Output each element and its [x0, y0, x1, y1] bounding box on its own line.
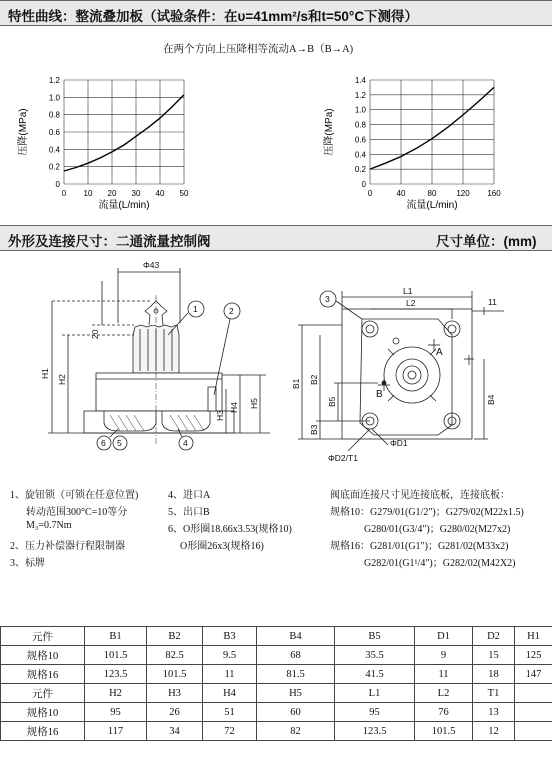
dimension-table — [0, 626, 552, 741]
x-tick-label: 10 — [83, 189, 93, 198]
table-row — [1, 684, 552, 703]
unit-label: 尺寸单位：(mm) — [436, 234, 537, 249]
port-B: B — [376, 389, 383, 400]
table-cell: 101.5 — [415, 722, 473, 741]
dim-d43: Φ43 — [143, 260, 160, 270]
dim-B1: B1 — [291, 378, 301, 389]
y-tick-label: 1.4 — [354, 76, 366, 85]
dim-D1: ΦD1 — [390, 438, 408, 448]
table-cell: L2 — [415, 684, 473, 703]
x-tick-label: 0 — [61, 189, 67, 198]
table-cell: 101.5 — [85, 646, 147, 665]
callout-5: 5 — [117, 438, 122, 448]
table-cell: H2 — [85, 684, 147, 703]
table-cell: H4 — [203, 684, 257, 703]
pressure-drop-chart-size16 — [320, 60, 552, 220]
table-cell: 76 — [415, 703, 473, 722]
table-cell: L1 — [335, 684, 415, 703]
table-cell: H3 — [147, 684, 203, 703]
callout-3: 3 — [325, 294, 330, 304]
characteristic-curve-header — [0, 0, 552, 26]
table-cell — [515, 703, 552, 722]
x-tick-label: 30 — [131, 189, 141, 198]
table-cell: 18 — [473, 665, 515, 684]
note-item: G282/01(G1¹/4")；G282/02(M42X2) — [364, 558, 516, 569]
note-item: 3、标牌 — [10, 558, 45, 569]
dim-H1: H1 — [40, 368, 50, 379]
table-cell: 规格16 — [1, 722, 85, 741]
dim-B4: B4 — [486, 394, 496, 405]
y-axis-label: 压降(MPa) — [18, 108, 29, 156]
table-cell: 60 — [257, 703, 335, 722]
dimension-header — [0, 225, 552, 251]
front-view-drawing — [30, 255, 280, 455]
x-tick-label: 80 — [427, 189, 437, 198]
callout-4: 4 — [183, 438, 188, 448]
y-tick-label: 0.8 — [48, 110, 60, 120]
x-tick-label: 50 — [179, 189, 189, 198]
table-cell: 元件 — [1, 684, 85, 703]
table-cell: 68 — [257, 646, 335, 665]
section-title: 外形及连接尺寸：二通流量控制阀 — [8, 234, 211, 249]
x-tick-label: 40 — [155, 189, 165, 198]
table-cell: 12 — [473, 722, 515, 741]
table-cell: 9 — [415, 646, 473, 665]
note-item: 转动范围300°C=10等分 — [26, 507, 128, 518]
dim-H5: H5 — [249, 398, 259, 409]
table-cell — [515, 684, 552, 703]
dim-B2: B2 — [309, 374, 319, 385]
note-item: 2、压力补偿器行程限制器 — [10, 541, 125, 552]
x-axis-label: 流量(L/min) — [406, 200, 458, 211]
table-cell: 123.5 — [85, 665, 147, 684]
dim-B5: B5 — [327, 396, 337, 407]
y-tick-label: 0.6 — [354, 135, 366, 145]
table-cell: 35.5 — [335, 646, 415, 665]
dim-L1: L1 — [403, 286, 413, 296]
table-cell: H1 — [515, 627, 552, 646]
note-item: 1、旋钮锁（可锁在任意位置) — [10, 490, 139, 501]
y-tick-label: 0.4 — [48, 145, 60, 155]
y-tick-label: 0 — [55, 180, 60, 189]
x-tick-label: 160 — [487, 189, 501, 198]
table-cell: 11 — [203, 665, 257, 684]
table-cell: B2 — [147, 627, 203, 646]
y-tick-label: 1.0 — [48, 93, 60, 103]
x-axis-label: 流量(L/min) — [98, 200, 150, 211]
dim-H3: H3 — [215, 410, 225, 421]
table-cell: 15 — [473, 646, 515, 665]
table-cell: D1 — [415, 627, 473, 646]
dim-H2: H2 — [57, 374, 67, 385]
y-tick-label: 1.2 — [48, 76, 60, 85]
y-tick-label: 0 — [361, 180, 366, 189]
y-tick-label: 0.2 — [354, 165, 366, 175]
y-axis-label: 压降(MPa) — [324, 108, 335, 156]
table-cell: 元件 — [1, 627, 85, 646]
table-cell: 9.5 — [203, 646, 257, 665]
table-row — [1, 627, 552, 646]
y-tick-label: 0.8 — [354, 120, 366, 130]
x-tick-label: 40 — [396, 189, 406, 198]
table-cell: 123.5 — [335, 722, 415, 741]
table-cell: B4 — [257, 627, 335, 646]
table-row — [1, 665, 552, 684]
table-cell: 95 — [85, 703, 147, 722]
note-item: G280/01(G3/4")；G280/02(M27x2) — [364, 524, 511, 535]
table-row — [1, 722, 552, 741]
pressure-drop-curve — [64, 95, 184, 171]
y-tick-label: 0.4 — [354, 150, 366, 160]
note-item: 6、O形圈18.66x3.53(规格10) — [168, 524, 292, 535]
note-item: 阀底面连接尺寸见连接底板，连接底板： — [330, 490, 510, 501]
table-row — [1, 703, 552, 722]
y-tick-label: 1.0 — [354, 105, 366, 115]
table-cell: 规格16 — [1, 665, 85, 684]
note-item: O形圈26x3(规格16) — [180, 541, 264, 552]
table-cell: D2 — [473, 627, 515, 646]
table-cell — [515, 722, 552, 741]
table-cell: 规格10 — [1, 703, 85, 722]
table-cell: 51 — [203, 703, 257, 722]
table-cell: 117 — [85, 722, 147, 741]
note-item: 规格10：G279/01(G1/2")；G279/02(M22x1.5) — [330, 507, 524, 518]
table-cell: 13 — [473, 703, 515, 722]
table-cell: 34 — [147, 722, 203, 741]
table-cell: 147 — [515, 665, 552, 684]
chart-subtitle: 在两个方向上压降相等流动A→B（B→A) — [163, 44, 354, 55]
table-cell: B5 — [335, 627, 415, 646]
dim-11: 11 — [488, 297, 497, 307]
table-row — [1, 646, 552, 665]
note-item: 4、进口A — [168, 490, 211, 501]
table-cell: 72 — [203, 722, 257, 741]
table-cell: B3 — [203, 627, 257, 646]
dim-B3: B3 — [309, 424, 319, 435]
table-cell: 95 — [335, 703, 415, 722]
x-tick-label: 120 — [456, 189, 470, 198]
y-tick-label: 0.2 — [48, 162, 60, 172]
y-tick-label: 1.2 — [354, 90, 366, 100]
top-view-drawing — [288, 275, 552, 465]
callout-1: 1 — [193, 304, 198, 314]
dim-L2: L2 — [406, 298, 416, 308]
callout-6: 6 — [101, 438, 106, 448]
table-cell: 82 — [257, 722, 335, 741]
y-tick-label: 0.6 — [48, 128, 60, 137]
table-cell: 82.5 — [147, 646, 203, 665]
dim-20: 20 — [90, 329, 100, 339]
table-cell: 41.5 — [335, 665, 415, 684]
note-item: 5、出口B — [168, 507, 210, 518]
table-cell: 规格10 — [1, 646, 85, 665]
port-A: A — [436, 347, 443, 358]
table-cell: 101.5 — [147, 665, 203, 684]
callout-2: 2 — [229, 306, 234, 316]
section-title: 特性曲线：整流叠加板（试验条件：在υ=41mm²/s和t=50°C下测得） — [8, 9, 419, 24]
x-tick-label: 0 — [367, 189, 373, 198]
note-item: M₃=0.7Nm — [26, 520, 72, 531]
table-cell: T1 — [473, 684, 515, 703]
dim-D2T1: ΦD2/T1 — [328, 453, 358, 463]
dim-H4: H4 — [229, 402, 239, 413]
table-cell: 81.5 — [257, 665, 335, 684]
pressure-drop-chart-size10 — [0, 60, 276, 220]
table-cell: B1 — [85, 627, 147, 646]
x-tick-label: 20 — [107, 189, 117, 198]
note-item: 规格16：G281/01(G1")；G281/02(M33x2) — [330, 541, 509, 552]
table-cell: 26 — [147, 703, 203, 722]
table-cell: H5 — [257, 684, 335, 703]
table-cell: 11 — [415, 665, 473, 684]
table-cell: 125 — [515, 646, 552, 665]
